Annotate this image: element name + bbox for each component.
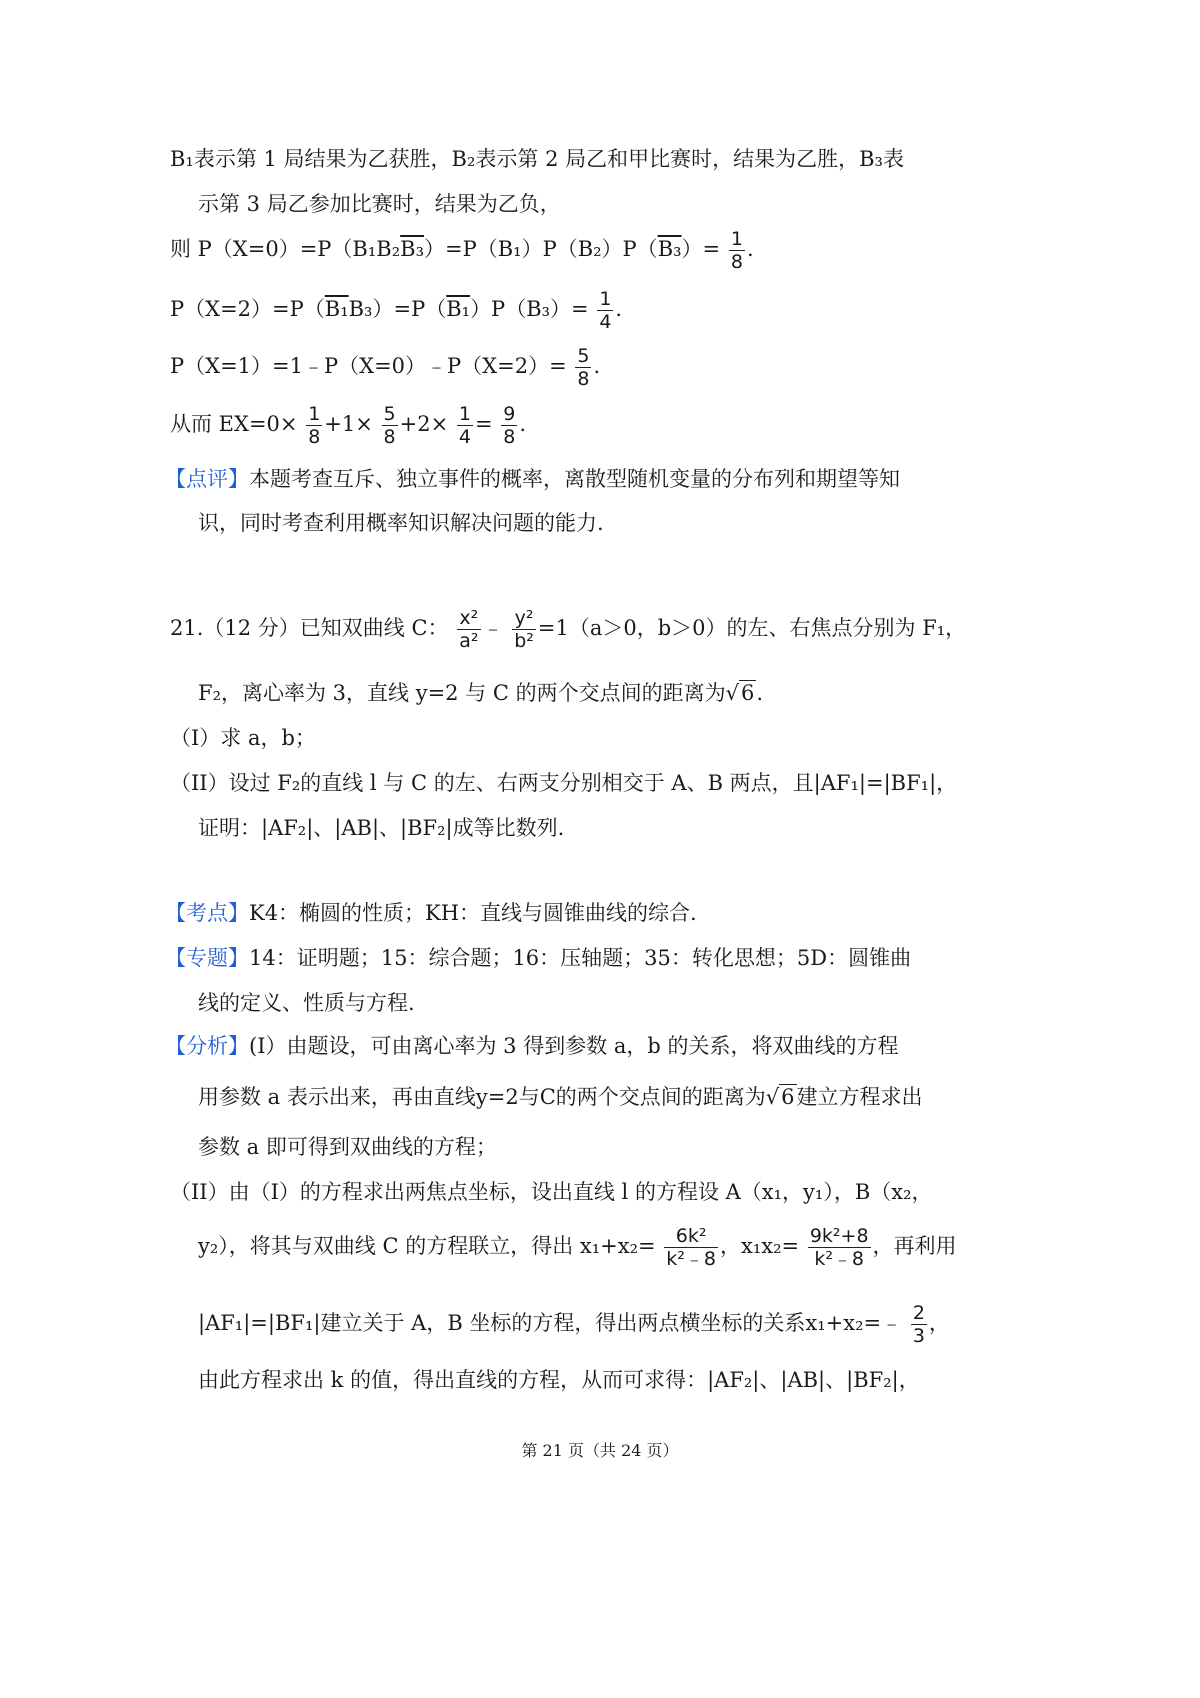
fraction: $\frac{2}{3}$ bbox=[912, 1302, 925, 1347]
fraction: $\frac{9}{8}$ bbox=[503, 403, 516, 448]
text-line: 由此方程求出 k 的值，得出直线的方程，从而可求得：|AF₂|、|AB|、|BF₂|， bbox=[198, 1368, 920, 1392]
fraction: $\frac{1}{4}$ bbox=[458, 403, 471, 448]
fenxi-tag: 【分析】 bbox=[165, 1034, 249, 1058]
fraction: $\frac{1}{4}$ bbox=[599, 288, 612, 333]
fraction: $\frac{1}{8}$ bbox=[730, 228, 743, 273]
page-footer: 第 21 页（共 24 页） bbox=[521, 1441, 679, 1460]
text-line: （I）求 a，b； bbox=[170, 726, 316, 750]
text-line: 识，同时考查利用概率知识解决问题的能力. bbox=[198, 511, 604, 535]
fenxi-line: 【分析】(I）由题设，可由离心率为 3 得到参数 a，b 的关系，将双曲线的方程 bbox=[165, 1034, 899, 1058]
zhuanti-tag: 【专题】 bbox=[165, 946, 249, 970]
text-line: 线的定义、性质与方程. bbox=[198, 991, 415, 1015]
text-line: （II）由（I）的方程求出两焦点坐标，设出直线 l 的方程设 A（x₁，y₁），B（x₂， bbox=[170, 1180, 933, 1204]
fraction: $\frac{\text{y²}}{\text{b²}}$ bbox=[514, 607, 534, 652]
kaodian-line: 【考点】K4：椭圆的性质；KH：直线与圆锥曲线的综合. bbox=[165, 901, 697, 925]
text-line: B₁表示第 1 局结果为乙获胜，B₂表示第 2 局乙和甲比赛时，结果为乙胜，B₃表 bbox=[170, 147, 904, 171]
equation-line: 则 P（X=0）=P（B₁B₂B₃）=P（B₁）P（B₂）P（B₃）= $\frac{1}{8}$ . bbox=[170, 228, 754, 273]
text-line: 证明：|AF₂|、|AB|、|BF₂|成等比数列. bbox=[198, 816, 565, 840]
fraction: $\frac{\text{x²}}{\text{a²}}$ bbox=[459, 607, 479, 652]
text-line: F₂，离心率为 3，直线 y=2 与 C 的两个交点间的距离为√6. bbox=[198, 681, 764, 705]
zhuanti-line: 【专题】14：证明题；15：综合题；16：压轴题；35：转化思想；5D：圆锥曲 bbox=[165, 946, 912, 970]
fraction: $\frac{5}{8}$ bbox=[383, 403, 396, 448]
equation-line: P（X=1）=1﹣P（X=0）﹣P（X=2）= $\frac{5}{8}$ . bbox=[170, 345, 601, 390]
fraction: $\frac{\text{6k²}}{\text{k²﹣8}}$ bbox=[666, 1225, 716, 1270]
fraction: $\frac{\text{9k²+8}}{\text{k²﹣8}}$ bbox=[809, 1225, 869, 1270]
review-line: 【点评】本题考查互斥、独立事件的概率，离散型随机变量的分布列和期望等知 bbox=[165, 467, 900, 491]
fraction: $\frac{5}{8}$ bbox=[577, 345, 590, 390]
question-line: 21.（12 分）已知双曲线 C： $\frac{\text{x²}}{\text{a²}}$ ﹣ $\frac{\text{y²}}{\text{b²}}$ =1（a＞0，b＞0）的左、右焦点分别为 F₁， bbox=[170, 607, 967, 652]
equation-line: y₂），将其与双曲线 C 的方程联立，得出 x₁+x₂= $\frac{\text{6k²}}{\text{k²﹣8}}$ ，x₁x₂= $\frac{\text{9k²+8}}{\text{k²﹣8}}$ ，再利用 bbox=[198, 1225, 957, 1270]
text-line: （II）设过 F₂的直线 l 与 C 的左、右两支分别相交于 A、B 两点，且|AF₁|=|BF₁|， bbox=[170, 771, 958, 795]
review-tag: 【点评】 bbox=[165, 467, 249, 491]
text-line: 用参数 a 表示出来，再由直线y=2与C的两个交点间的距离为√6建立方程求出 bbox=[198, 1085, 923, 1109]
equation-line: 从而 EX=0× $\frac{1}{8}$ +1× $\frac{5}{8}$ +2× $\frac{1}{4}$ = $\frac{9}{8}$ . bbox=[170, 403, 527, 448]
text-line: 示第 3 局乙参加比赛时，结果为乙负， bbox=[198, 192, 561, 216]
equation-line: |AF₁|=|BF₁|建立关于 A，B 坐标的方程，得出两点横坐标的关系x₁+x₂=﹣ $\frac{2}{3}$ ， bbox=[198, 1302, 950, 1347]
kaodian-tag: 【考点】 bbox=[165, 901, 249, 925]
equation-line: P（X=2）=P（B₁B₃）=P（B₁）P（B₃）= $\frac{1}{4}$ . bbox=[170, 288, 623, 333]
text-line: 参数 a 即可得到双曲线的方程； bbox=[198, 1135, 497, 1159]
fraction: $\frac{1}{8}$ bbox=[308, 403, 321, 448]
